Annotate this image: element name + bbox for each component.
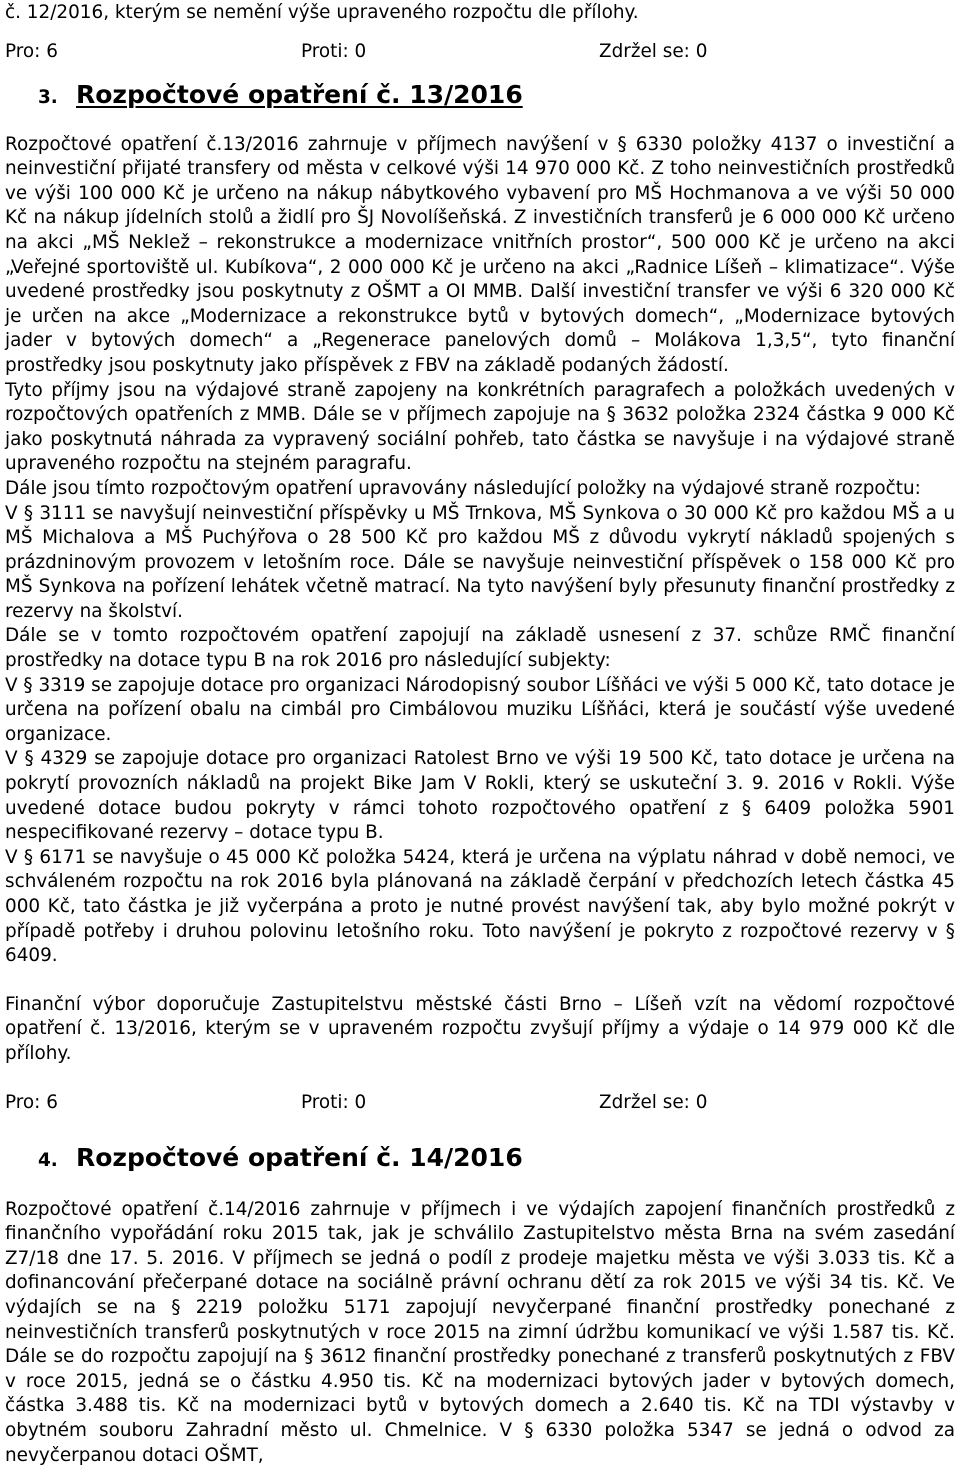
section-4-title: Rozpočtové opatření č. 14/2016: [76, 1142, 523, 1172]
section-3-paragraph: V § 6171 se navyšuje o 45 000 Kč položka 5424, která je určena na výplatu náhrad v době nemoci, ve schváleném rozpočtu na rok 2016 byla plánovaná na základě čerpání v předchozích letech částka 45 000 Kč, tato částka je již vyčerpána a proto je nutné provést navýšení tak, aby bylo možné pokrýt v případě potřeby i druhou polovinu letošního roku. Toto navýšení je pokryto z rozpočtové rezervy v § 6409.: [5, 846, 955, 967]
section-3-number: 3.: [38, 86, 58, 108]
section-3-title: Rozpočtové opatření č. 13/2016: [76, 79, 523, 109]
section-3-paragraph: V § 4329 se zapojuje dotace pro organizaci Ratolest Brno ve výši 19 500 Kč, tato dotace je určena na pokrytí provozních nákladů na projekt Bike Jam V Rokli, který se uskuteční 3. 9. 2016 v Rokli. Výše uvedené dotace budou pokryty v rámci tohoto rozpočtového opatření z § 6409 položka 5901 nespecifikované rezervy – dotace typu B.: [5, 748, 955, 844]
vote-pro: Pro: 6: [5, 1091, 58, 1113]
section-3-paragraph: Dále jsou tímto rozpočtovým opatření upravovány následující položky na výdajové straně rozpočtu:: [5, 477, 921, 499]
section-4-paragraph: Rozpočtové opatření č.14/2016 zahrnuje v příjmech i ve výdajích zapojení finančních prostředků z finančního vypořádání roku 2015 tak, jak je schválilo Zastupitelstvo města Brna na svém zasedání Z7/18 dne 17. 5. 2016. V příjmech se jedná o podíl z prodeje majetku města ve výši 3.033 tis. Kč a dofinancování přečerpané dotace na sociálně právní ochranu dětí za rok 2015 ve výši 34 tis. Kč. Ve výdajích se na § 2219 položku 5171 zapojují nevyčerpané finanční prostředky ponechané z neinvestičních transferů poskytnutých v roce 2015 na zimní údržbu komunikací ve výši 1.587 tis. Kč. Dále se do rozpočtu zapojují na § 3612 finanční prostředky ponechané z transferů poskytnutých z FBV v roce 2015, jedná se o částku 4.950 tis. Kč na modernizaci bytových jader v bytových domech, částka 3.488 tis. Kč na modernizaci bytů v bytových domech a 2.640 tis. Kč na TDI výstavby v obytném souboru Zahradní město ul. Chmelnice. V § 6330 položka 5347 se jedná o odvod za nevyčerpanou dotaci OŠMT,: [5, 1198, 955, 1466]
vote-pro: Pro: 6: [5, 40, 58, 62]
section-4-heading: [5, 1142, 955, 1174]
vote-proti: Proti: 0: [301, 1091, 367, 1113]
section-4-number: 4.: [38, 1149, 58, 1171]
vote-result-1: [5, 40, 955, 65]
section-3-paragraph: V § 3319 se zapojuje dotace pro organizaci Národopisný soubor Líšňáci ve výši 5 000 Kč, tato dotace je určena na pořízení obalu na cimbál pro Cimbálovou muziku Líšňáci, která je součástí výše uvedené organizace.: [5, 674, 955, 745]
section-3-paragraph: Tyto příjmy jsou na výdajové straně zapojeny na konkrétních paragrafech a položkách uvedených v rozpočtových opatřeních z MMB. Dále se v příjmech zapojuje na § 3632 položka 2324 částka 9 000 Kč jako poskytnutá náhrada za vypravený sociální pohřeb, tato částka se navyšuje i na výdajové straně upraveného rozpočtu na stejném paragrafu.: [5, 379, 955, 475]
vote-abstained: Zdržel se: 0: [599, 1091, 708, 1113]
section-3-paragraph: Dále se v tomto rozpočtovém opatření zapojují na základě usnesení z 37. schůze RMČ finanční prostředky na dotace typu B na rok 2016 pro následující subjekty:: [5, 625, 955, 672]
section-3-paragraph: V § 3111 se navyšují neinvestiční příspěvky u MŠ Trnkova, MŠ Synkova o 30 000 Kč pro každou MŠ a u MŠ Michalova a MŠ Puchýřova o 28 500 Kč pro každou MŠ z důvodu vykrytí nákladů spojených s prázdninovým provozem v letošním roce. Dále se navyšuje neinvestiční příspěvek o 158 000 Kč pro MŠ Synkova na pořízení lehátek včetně matrací. Na tyto navýšení byly přesunuty finanční prostředky z rezervy na školství.: [5, 502, 955, 622]
vote-abstained: Zdržel se: 0: [599, 40, 708, 62]
section-3-resolution: Finanční výbor doporučuje Zastupitelstvu městské části Brno – Líšeň vzít na vědomí rozpočtové opatření č. 13/2016, kterým se v upraveném rozpočtu zvyšují příjmy a výdaje o 14 979 000 Kč dle přílohy.: [5, 993, 955, 1064]
section-3-paragraph: Rozpočtové opatření č.13/2016 zahrnuje v příjmech navýšení v § 6330 položky 4137 o investiční a neinvestiční přijaté transfery od města v celkové výši 14 970 000 Kč. Z toho neinvestičních prostředků ve výši 100 000 Kč je určeno na nákup nábytkového vybavení pro MŠ Hochmanova a ve výši 50 000 Kč na nákup jídelních stolů a židlí pro ŠJ Novolíšeňská. Z investičních transferů je 6 000 000 Kč určeno na akci „MŠ Neklež – rekonstrukce a modernizace vnitřních prostor“, 500 000 Kč je určeno na akci „Veřejné sportoviště ul. Kubíkova“, 2 000 000 Kč je určeno na akci „Radnice Líšeň – klimatizace“. Výše uvedené prostředky jsou poskytnuty z OŠMT a OI MMB. Další investiční transfer ve výši 6 320 000 Kč je určen na akce „Modernizace a rekonstrukce bytů v bytových domech“, „Modernizace bytových jader v bytových domech“ a „Regenerace panelových domů – Molákova 1,3,5“, tyto finanční prostředky jsou poskytnuty jako příspěvek z FBV na základě podaných žádostí.: [5, 133, 955, 376]
intro-line: č. 12/2016, kterým se nemění výše upraveného rozpočtu dle přílohy.: [5, 2, 639, 23]
section-3-heading: [5, 79, 955, 111]
document-page: [0, 1, 960, 1472]
vote-proti: Proti: 0: [301, 40, 367, 62]
vote-result-2: [5, 1091, 955, 1116]
